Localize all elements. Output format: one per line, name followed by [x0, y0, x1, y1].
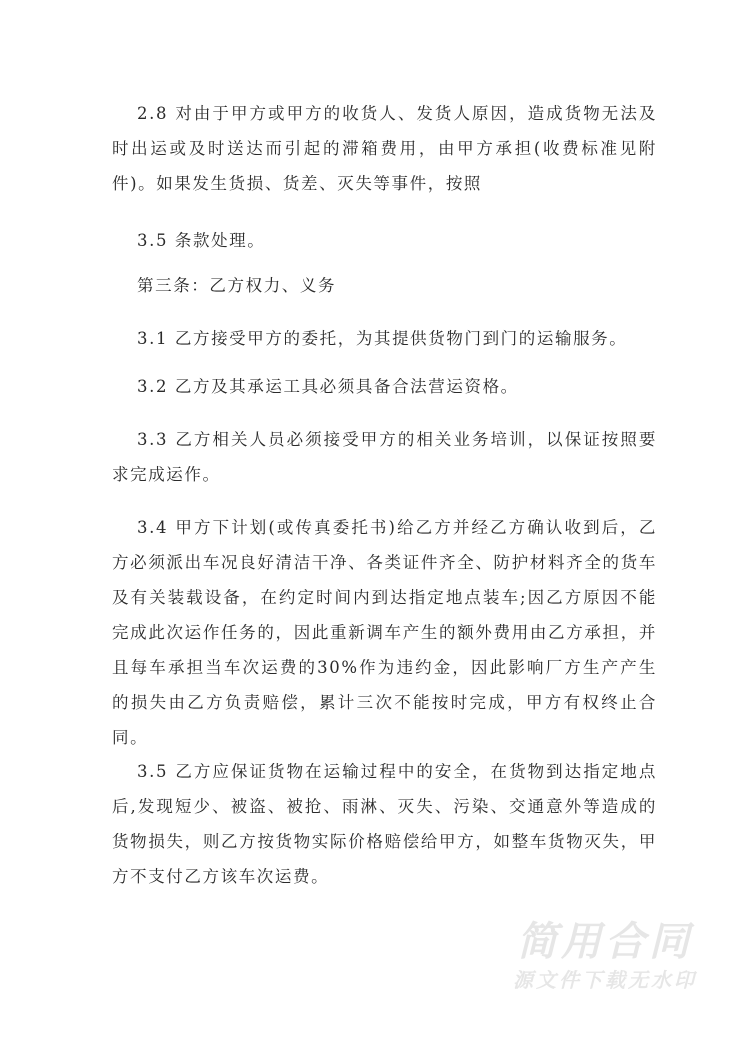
watermark-sub: 源文件下载无水印 [513, 968, 697, 992]
clause-3-3: 3.3 乙方相关人员必须接受甲方的相关业务培训，以保证按照要求完成运作。 [112, 430, 657, 484]
clause-3-2: 3.2 乙方及其承运工具必须具备合法营运资格。 [137, 377, 519, 396]
clause-3-4: 3.4 甲方下计划(或传真委托书)给乙方并经乙方确认收到后，乙方必须派出车况良好清洁干净、各类证件齐全、防护材料齐全的货车及有关装载设备，在约定时间内到达指定地点装车;因乙方原因不能完成此次运作任务的，因此重新调车产生的额外费用由乙方承担，并且每车承担当车次运费的30%作为违约金，因此影响厂方生产产生的损失由乙方负责赔偿，累计三次不能按时完成，甲方有权终止合同。 [112, 518, 657, 747]
clause-2-8: 2.8 对由于甲方或甲方的收货人、发货人原因，造成货物无法及时出运或及时送达而引起的滞箱费用，由甲方承担(收费标准见附件)。如果发生货损、货差、灭失等事件，按照 [112, 104, 657, 193]
watermark [510, 918, 700, 994]
clause-3-5-reference: 3.5 条款处理。 [137, 231, 266, 250]
clause-3-1: 3.1 乙方接受甲方的委托，为其提供货物门到门的运输服务。 [137, 329, 628, 348]
section-heading-article-3: 第三条：乙方权力、义务 [137, 276, 337, 295]
clause-3-5: 3.5 乙方应保证货物在运输过程中的安全，在货物到达指定地点后,发现短少、被盗、被抢、雨淋、灭失、污染、交通意外等造成的货物损失，则乙方按货物实际价格赔偿给甲方，如整车货物灭失，甲方不支付乙方该车次运费。 [112, 762, 657, 886]
watermark-main: 简用合同 [517, 919, 693, 965]
